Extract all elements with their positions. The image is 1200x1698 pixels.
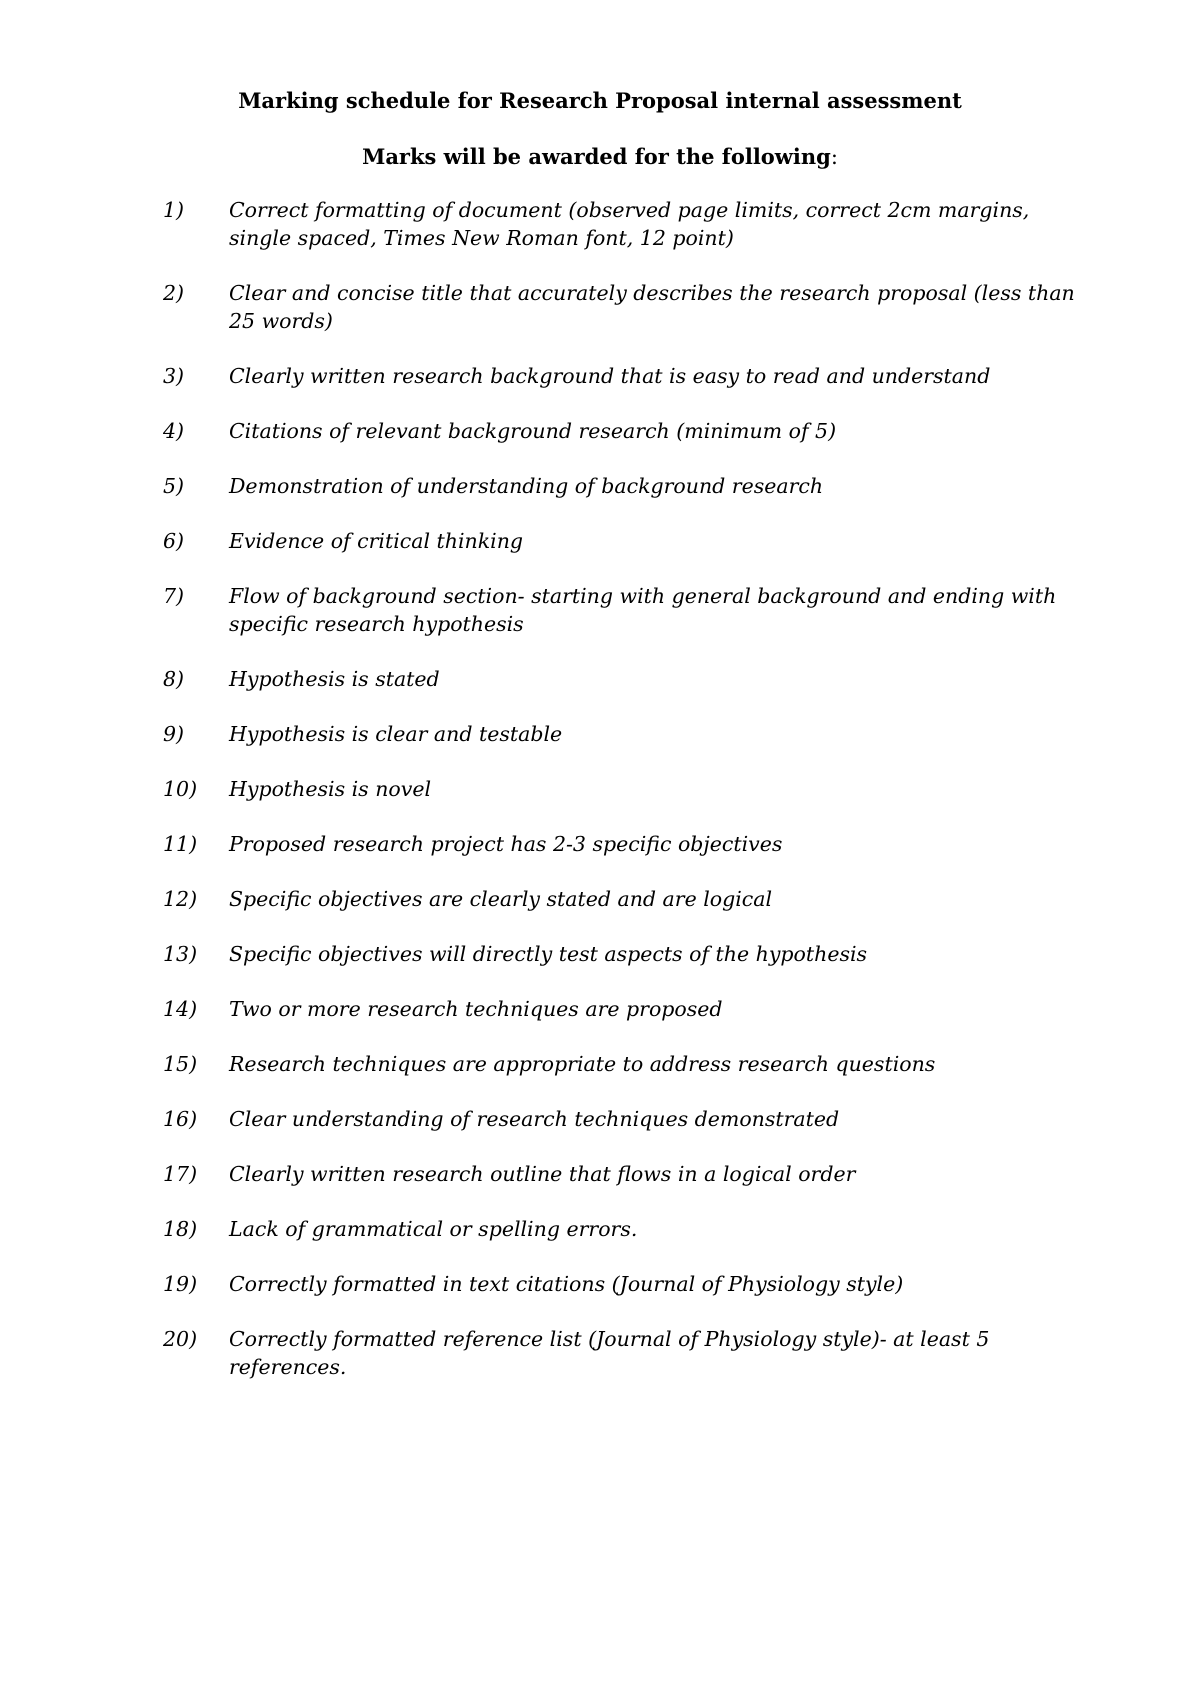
criterion-item bbox=[0, 1215, 1200, 1243]
criterion-item bbox=[0, 940, 1200, 968]
criterion-text: Flow of background section- starting with general background and ending with specific research hypothesis bbox=[229, 584, 1057, 636]
criterion-text: Clearly written research background that is easy to read and understand bbox=[229, 364, 991, 388]
criterion-item bbox=[0, 775, 1200, 803]
criterion-number: 15) bbox=[163, 1052, 198, 1076]
criterion-item bbox=[0, 1325, 1200, 1381]
criterion-item bbox=[0, 279, 1200, 335]
page-subtitle bbox=[0, 142, 1200, 172]
criterion-text: Correct formatting of document (observed page limits, correct 2cm margins, single spaced, Times New Roman font, 12 point) bbox=[229, 198, 1030, 250]
criterion-item bbox=[0, 1270, 1200, 1298]
criterion-text: Evidence of critical thinking bbox=[229, 529, 524, 553]
criterion-text: Research techniques are appropriate to address research questions bbox=[229, 1052, 936, 1076]
criterion-item bbox=[0, 665, 1200, 693]
criterion-number: 11) bbox=[163, 832, 198, 856]
criterion-number: 13) bbox=[163, 942, 198, 966]
criterion-text: Demonstration of understanding of background research bbox=[229, 474, 824, 498]
criterion-text: Specific objectives are clearly stated and are logical bbox=[229, 887, 773, 911]
criterion-text: Specific objectives will directly test aspects of the hypothesis bbox=[229, 942, 868, 966]
criterion-number: 7) bbox=[163, 584, 185, 608]
page-title: Marking schedule for Research Proposal internal assessment bbox=[238, 88, 962, 113]
criterion-text: Correctly formatted reference list (Journal of Physiology style)- at least 5 references. bbox=[229, 1327, 990, 1379]
criterion-number: 5) bbox=[163, 474, 185, 498]
criterion-item bbox=[0, 472, 1200, 500]
criterion-number: 2) bbox=[163, 281, 185, 305]
criterion-item bbox=[0, 1160, 1200, 1188]
criterion-item bbox=[0, 830, 1200, 858]
criterion-text: Clear understanding of research techniques demonstrated bbox=[229, 1107, 840, 1131]
criterion-text: Correctly formatted in text citations (Journal of Physiology style) bbox=[229, 1272, 904, 1296]
criterion-text: Clearly written research outline that flows in a logical order bbox=[229, 1162, 856, 1186]
criterion-number: 20) bbox=[163, 1327, 198, 1351]
criterion-text: Hypothesis is stated bbox=[229, 667, 440, 691]
criterion-text: Citations of relevant background research (minimum of 5) bbox=[229, 419, 837, 443]
criterion-number: 14) bbox=[163, 997, 198, 1021]
criterion-number: 17) bbox=[163, 1162, 198, 1186]
criteria-list bbox=[0, 196, 1200, 1408]
criterion-number: 8) bbox=[163, 667, 185, 691]
criterion-item bbox=[0, 995, 1200, 1023]
criterion-item bbox=[0, 885, 1200, 913]
subtitle-text: Marks will be awarded for the following bbox=[362, 144, 831, 169]
criterion-text: Hypothesis is novel bbox=[229, 777, 432, 801]
criterion-item bbox=[0, 362, 1200, 390]
criterion-text: Two or more research techniques are proposed bbox=[229, 997, 723, 1021]
subtitle-colon: : bbox=[830, 145, 838, 169]
criterion-item bbox=[0, 720, 1200, 748]
criterion-text: Hypothesis is clear and testable bbox=[229, 722, 563, 746]
criterion-number: 9) bbox=[163, 722, 185, 746]
criterion-item bbox=[0, 417, 1200, 445]
criterion-number: 18) bbox=[163, 1217, 198, 1241]
criterion-number: 12) bbox=[163, 887, 198, 911]
criterion-text: Clear and concise title that accurately describes the research proposal (less than 25 words) bbox=[229, 281, 1075, 333]
criterion-number: 16) bbox=[163, 1107, 198, 1131]
criterion-number: 3) bbox=[163, 364, 185, 388]
criterion-number: 19) bbox=[163, 1272, 198, 1296]
criterion-number: 10) bbox=[163, 777, 198, 801]
criterion-number: 4) bbox=[163, 419, 185, 443]
criterion-text: Lack of grammatical or spelling errors. bbox=[229, 1217, 638, 1241]
criterion-item bbox=[0, 1105, 1200, 1133]
criterion-item bbox=[0, 1050, 1200, 1078]
criterion-item bbox=[0, 527, 1200, 555]
criterion-text: Proposed research project has 2-3 specific objectives bbox=[229, 832, 783, 856]
criterion-number: 1) bbox=[163, 198, 185, 222]
criterion-item bbox=[0, 196, 1200, 252]
criterion-item bbox=[0, 582, 1200, 638]
criterion-number: 6) bbox=[163, 529, 185, 553]
